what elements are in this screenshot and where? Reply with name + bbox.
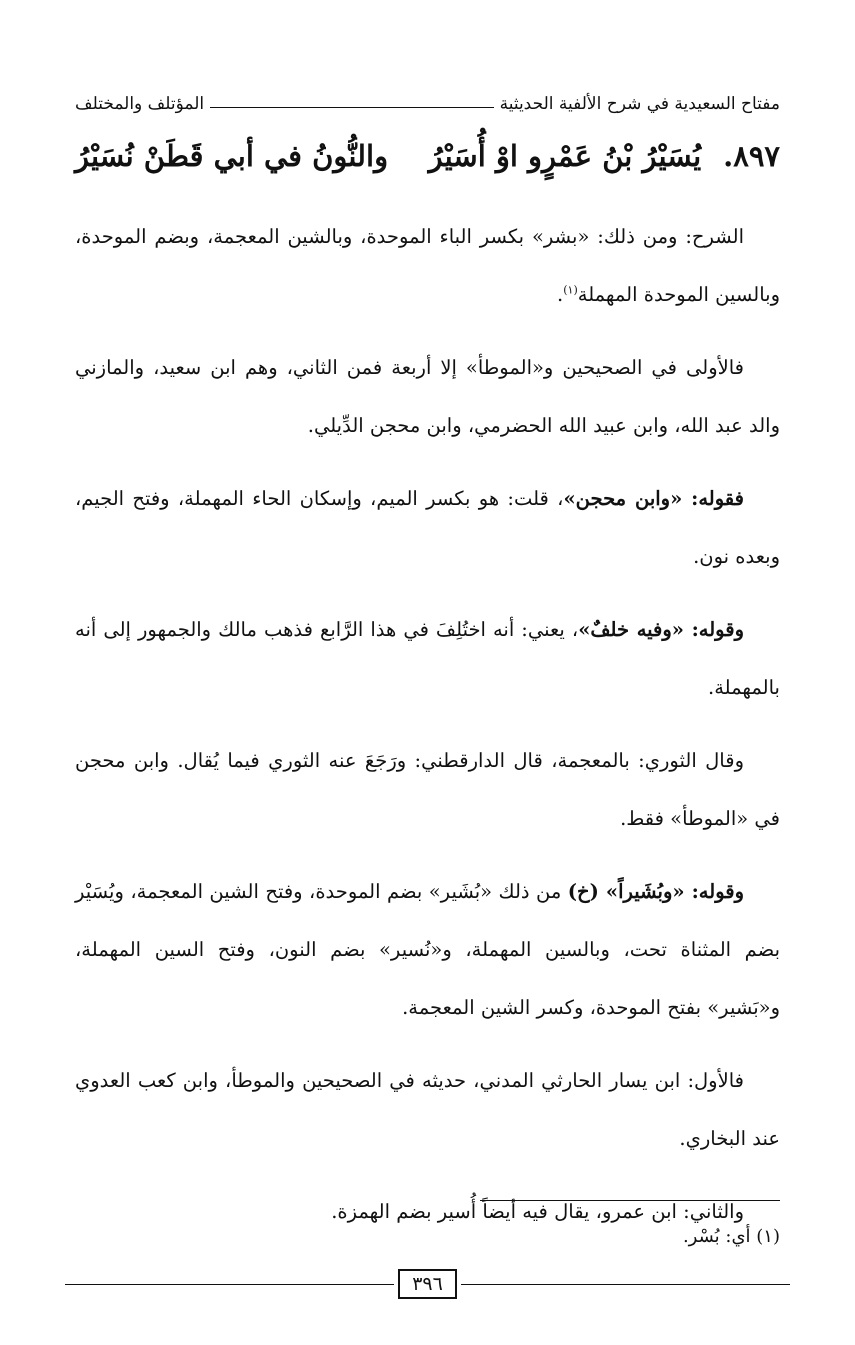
footnote xyxy=(75,1222,780,1252)
paragraph-text: فالأولى في الصحيحين و«الموطأ» إلا أربعة فمن الثاني، وهم ابن سعيد، والمازني والد عبد الله، وابن عبيد الله الحضرمي، وابن محجن الدِّيلي. xyxy=(75,356,780,437)
footnote-reference: (١) xyxy=(563,283,578,297)
paragraph-lead: فقوله: «وابن محجن» xyxy=(563,487,744,510)
paragraph xyxy=(75,470,780,586)
running-header xyxy=(75,84,780,114)
paragraph-text: ، قلت: هو بكسر الميم، وإسكان الحاء المهملة، وفتح الجيم، وبعده نون. xyxy=(75,487,780,568)
paragraph xyxy=(75,732,780,848)
book-title: مفتاح السعيدية في شرح الألفية الحديثية xyxy=(499,94,780,114)
footer-rule-left xyxy=(65,1284,394,1285)
paragraph-text: ، يعني: أنه اختُلِفَ في هذا الرَّابع فذهب مالك والجمهور إلى أنه بالمهملة. xyxy=(75,618,780,699)
paragraph-tail: . xyxy=(557,283,564,306)
paragraph xyxy=(75,863,780,1037)
verse-first-hemistich: يُسَيْرُ بْنُ عَمْرٍو اوْ أُسَيْرُ xyxy=(428,139,702,173)
footer-rule-right xyxy=(461,1284,790,1285)
header-rule xyxy=(210,107,493,108)
paragraph-text: من ذلك «بُشَير» بضم الموحدة، وفتح الشين المعجمة، ويُسَيْر بضم المثناة تحت، وبالسين المهملة، و«نُسير» بضم النون، وفتح السين المهملة، و«بَشير» بفتح الموحدة، وكسر الشين المعجمة. xyxy=(75,880,780,1019)
page-footer xyxy=(65,1268,790,1300)
paragraph-text: وقال الثوري: بالمعجمة، قال الدارقطني: ورَجَعَ عنه الثوري فيما يُقال. وابن محجن في «الموطأ» فقط. xyxy=(75,749,780,830)
paragraph-text: والثاني: ابن عمرو، يقال فيه أيضاً أُسير بضم الهمزة. xyxy=(331,1200,744,1223)
paragraph xyxy=(75,208,780,324)
footnote-separator xyxy=(480,1200,780,1201)
commentary-text xyxy=(75,208,780,1256)
page-number: ٣٩٦ xyxy=(398,1269,457,1299)
footnote-text: أي: بُسْر. xyxy=(682,1226,757,1247)
paragraph-text: الشرح: ومن ذلك: «بشر» بكسر الباء الموحدة، وبالشين المعجمة، وبضم الموحدة، وبالسين الموحدة المهملة xyxy=(75,225,780,306)
verse-second-hemistich: والنُّونُ في أبي قَطَنْ نُسَيْرُ xyxy=(75,139,389,173)
verse-line xyxy=(75,130,780,182)
verse-number: ٨٩٧. xyxy=(723,139,780,173)
paragraph-text: فالأول: ابن يسار الحارثي المدني، حديثه في الصحيحين والموطأ، وابن كعب العدوي عند البخاري. xyxy=(75,1069,780,1150)
footnote-marker: (١) xyxy=(756,1226,780,1247)
book-page xyxy=(75,0,780,1345)
section-title: المؤتلف والمختلف xyxy=(75,94,205,114)
paragraph xyxy=(75,601,780,717)
paragraph-lead: وقوله: «وبُشَيراً» (خ) xyxy=(567,880,745,903)
paragraph-lead: وقوله: «وفيه خلفٌ» xyxy=(578,618,744,641)
paragraph xyxy=(75,339,780,455)
paragraph xyxy=(75,1052,780,1168)
